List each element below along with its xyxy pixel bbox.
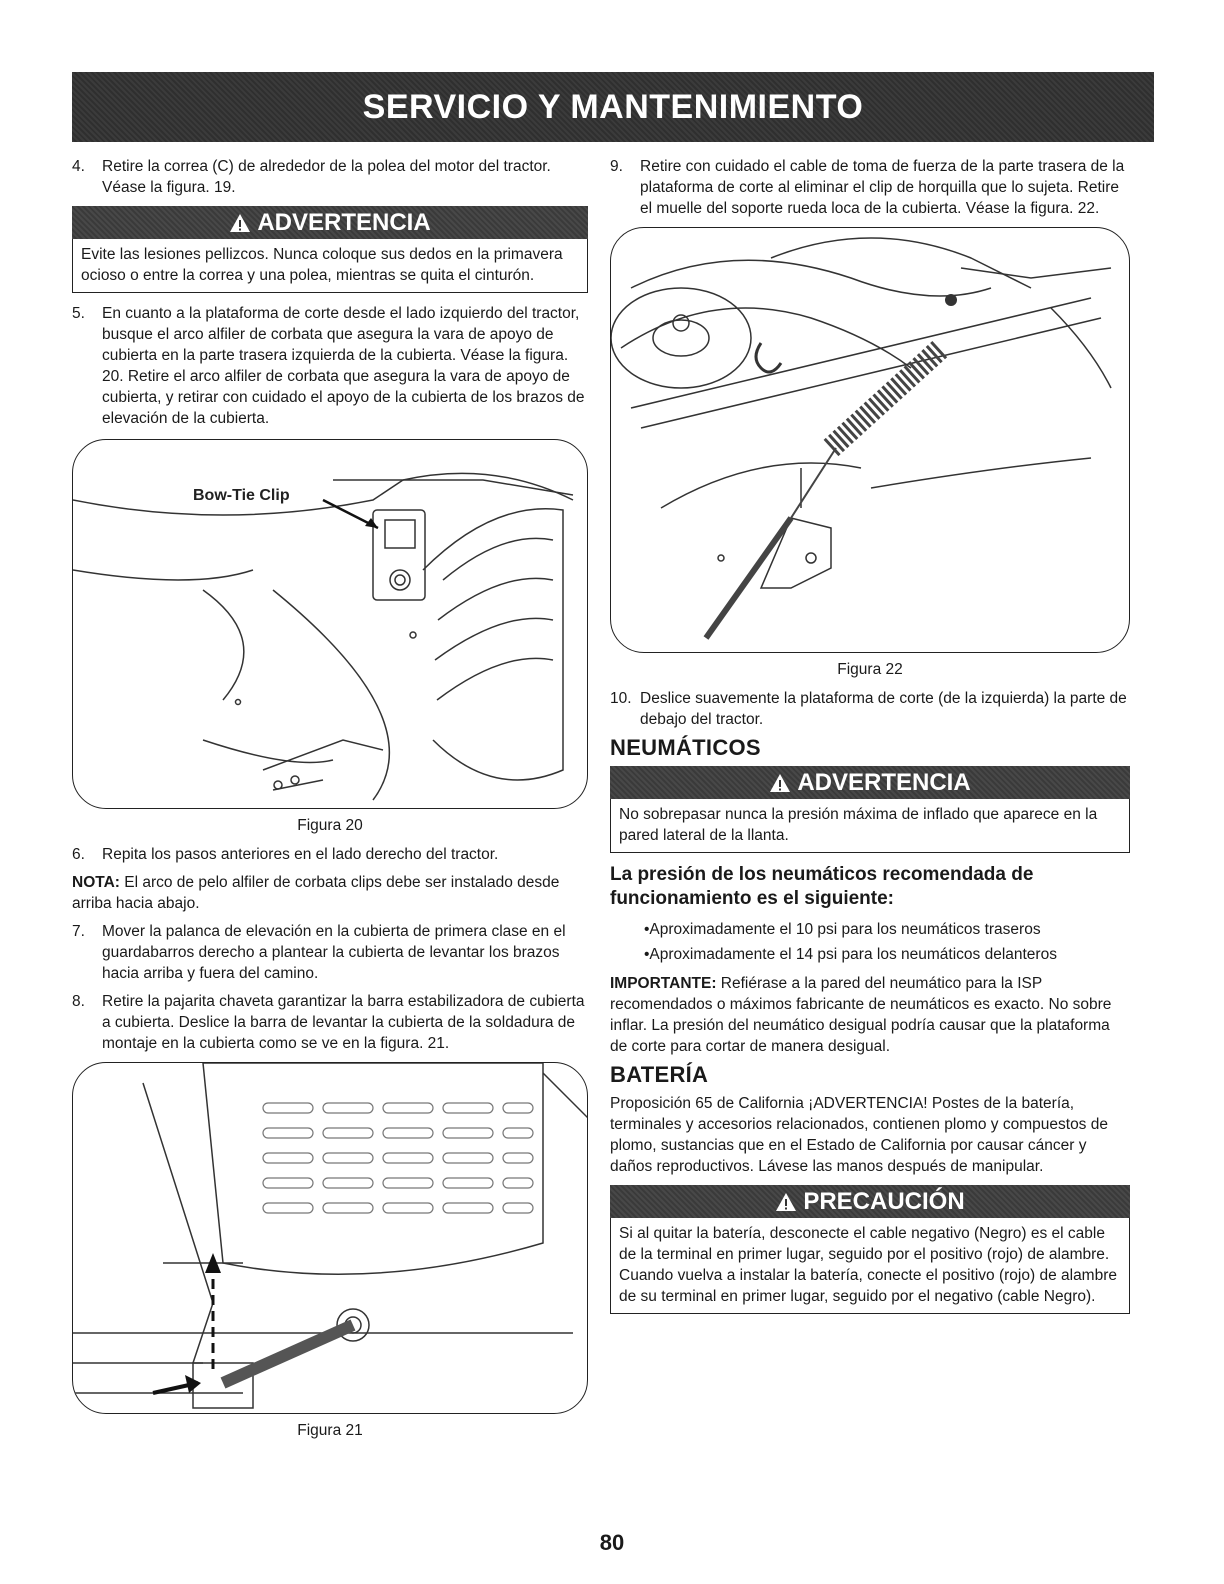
step-9: 9. Retire con cuidado el cable de toma de fuerza de la parte trasera de la plataforma de corte al eliminar el clip de horquilla que lo sujeta. Retire el muelle del soporte rueda loca de la cubierta. Véase la figura. 22. bbox=[610, 158, 1125, 217]
warning-box-tires bbox=[610, 766, 1130, 853]
important-paragraph: IMPORTANTE: Refiérase a la pared del neumático para la ISP recomendados o máximos fabricante de neumáticos es exacto. No sobre inflar. La presión del neumático desigual podría causar que la plataforma de corte para cortar de manera desigual. bbox=[610, 975, 1112, 1055]
bow-tie-clip-label: Bow-Tie Clip bbox=[193, 487, 290, 504]
caution-text: Si al quitar la batería, desconecte el cable negativo (Negro) es el cable de la terminal en primer lugar, seguido por el positivo (rojo) de alambre. Cuando vuelva a instalar la batería, conecte el positivo (rojo) de alambre de su terminal en primer lugar, seguido por el negativo (cable Negro). bbox=[610, 1218, 1130, 1314]
bow-tie-clip-illustration bbox=[73, 440, 588, 808]
tires-heading: NEUMÁTICOS bbox=[610, 735, 761, 760]
right-column bbox=[610, 156, 1130, 1324]
figure-20-caption: Figura 20 bbox=[297, 817, 363, 834]
step-6: 6. Repita los pasos anteriores en el lado derecho del tractor. bbox=[72, 846, 499, 863]
caution-box-battery bbox=[610, 1185, 1130, 1314]
caution-label: PRECAUCIÓN bbox=[803, 1188, 965, 1215]
figure-20 bbox=[72, 439, 588, 809]
warning-triangle-icon bbox=[769, 773, 791, 793]
tire-pressure-front: •Aproximadamente el 14 psi para los neumáticos delanteros bbox=[644, 946, 1057, 963]
section-banner bbox=[72, 72, 1154, 142]
step-5: 5. En cuanto a la plataforma de corte desde el lado izquierdo del tractor, busque el arco alfiler de corbata que asegura la vara de apoyo de cubierta en la parte trasera izquierda de la cubierta. Véase la figura. 20. Retire el arco alfiler de corbata que asegura la vara de apoyo de cubierta, y retirar con cuidado el apoyo de la cubierta de los brazos de elevación de la cubierta. bbox=[72, 305, 585, 427]
nota-label: NOTA: bbox=[72, 874, 120, 891]
warning-label: ADVERTENCIA bbox=[257, 209, 431, 236]
warning-label: ADVERTENCIA bbox=[797, 769, 971, 796]
figure-21-caption: Figura 21 bbox=[297, 1422, 363, 1439]
left-column bbox=[72, 156, 588, 1449]
figure-22-caption: Figura 22 bbox=[837, 661, 903, 678]
step-4: 4. Retire la correa (C) de alrededor de la polea del motor del tractor. Véase la figura. 19. bbox=[72, 158, 551, 196]
nota-paragraph: NOTA: El arco de pelo alfiler de corbata clips debe ser instalado desde arriba hacia abajo. bbox=[72, 874, 560, 912]
warning-text: No sobrepasar nunca la presión máxima de inflado que aparece en la pared lateral de la llanta. bbox=[610, 799, 1130, 853]
page-title: SERVICIO Y MANTENIMIENTO bbox=[362, 87, 864, 126]
battery-paragraph: Proposición 65 de California ¡ADVERTENCIA! Postes de la batería, terminales y accesorios relacionados, contienen plomo y compuestos de plomo, sustancias que en el Estado de California por causar cáncer y daños reproductivos. Lávese las manos después de manipular. bbox=[610, 1095, 1108, 1175]
step-7: 7. Mover la palanca de elevación en la cubierta de primera clase en el guardabarros derecho a plantear la cubierta de levantar los brazos hacia arriba y fuera del camino. bbox=[72, 923, 566, 982]
warning-triangle-icon bbox=[229, 213, 251, 233]
warning-text: Evite las lesiones pellizcos. Nunca coloque sus dedos en la primavera ocioso o entre la correa y una polea, mientras se quita el cinturón. bbox=[72, 239, 588, 293]
figure-21 bbox=[72, 1062, 588, 1414]
figure-22 bbox=[610, 227, 1130, 653]
page-number: 80 bbox=[599, 1530, 625, 1555]
deck-lift-bar-illustration bbox=[73, 1063, 588, 1413]
warning-box-pinch bbox=[72, 206, 588, 293]
step-10: 10. Deslice suavemente la plataforma de corte (de la izquierda) la parte de debajo del tractor. bbox=[610, 690, 1127, 728]
pto-cable-illustration bbox=[611, 228, 1130, 652]
tire-pressure-subheading: La presión de los neumáticos recomendada de funcionamiento es el siguiente: bbox=[610, 864, 1034, 909]
step-8: 8. Retire la pajarita chaveta garantizar la barra estabilizadora de cubierta a cubierta. Deslice la barra de levantar la cubierta de la soldadura de montaje en la cubierta como se ve en la figura. 21. bbox=[72, 993, 585, 1052]
tire-pressure-rear: •Aproximadamente el 10 psi para los neumáticos traseros bbox=[644, 921, 1041, 938]
caution-triangle-icon bbox=[775, 1192, 797, 1212]
important-label: IMPORTANTE: bbox=[610, 975, 717, 992]
battery-heading: BATERÍA bbox=[610, 1062, 709, 1087]
